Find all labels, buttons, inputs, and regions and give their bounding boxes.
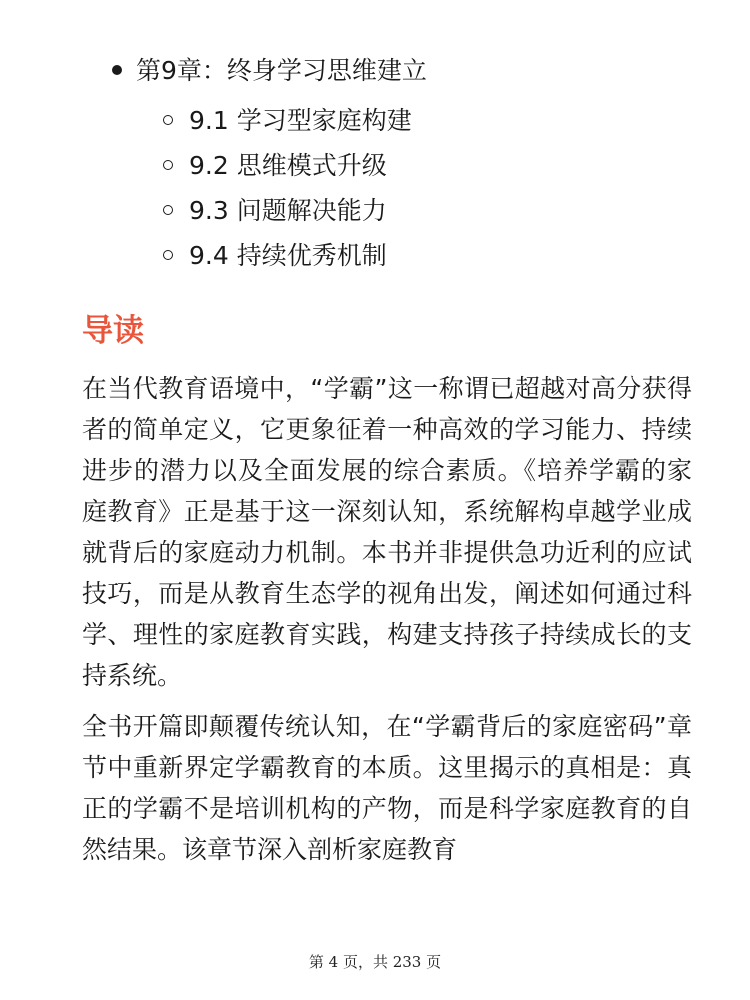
bullet-circle-icon xyxy=(163,205,173,215)
paragraph: 在当代教育语境中，“学霸”这一称谓已超越对高分获得者的简单定义，它更象征着一种高效的学习能力、持续进步的潜力以及全面发展的综合素质。《培养学霸的家庭教育》正是基于这一深刻认知，系统解构卓越学业成就背后的家庭动力机制。本书并非提供急功近利的应试技巧，而是从教育生态学的视角出发，阐述如何通过科学、理性的家庭教育实践，构建支持孩子持续成长的支持系统。 xyxy=(82,374,692,690)
body-text xyxy=(82,368,692,880)
section-label: 9.2 思维模式升级 xyxy=(189,151,387,180)
section-item xyxy=(163,188,427,233)
page-number: 第 4 页，共 233 页 xyxy=(308,953,442,971)
section-label: 9.3 问题解决能力 xyxy=(189,196,387,225)
bullet-circle-icon xyxy=(163,115,173,125)
paragraph: 全书开篇即颠覆传统认知，在“学霸背后的家庭密码”章节中重新界定学霸教育的本质。这里揭示的真相是：真正的学霸不是培训机构的产物，而是科学家庭教育的自然结果。该章节深入剖析家庭教育 xyxy=(82,712,692,864)
section-item xyxy=(163,98,427,143)
chapter-label: 第9章：终身学习思维建立 xyxy=(136,56,427,85)
section-list xyxy=(112,98,427,278)
chapter-item xyxy=(112,50,427,92)
bullet-circle-icon xyxy=(163,160,173,170)
section-list-container xyxy=(112,98,427,278)
section-heading: 导读 xyxy=(82,313,144,349)
bullet-circle-icon xyxy=(163,250,173,260)
chapter-outline xyxy=(112,50,427,278)
section-label: 9.1 学习型家庭构建 xyxy=(189,106,412,135)
section-label: 9.4 持续优秀机制 xyxy=(189,241,387,270)
section-item xyxy=(163,233,427,278)
bullet-disc-icon xyxy=(112,65,122,75)
section-item xyxy=(163,143,427,188)
